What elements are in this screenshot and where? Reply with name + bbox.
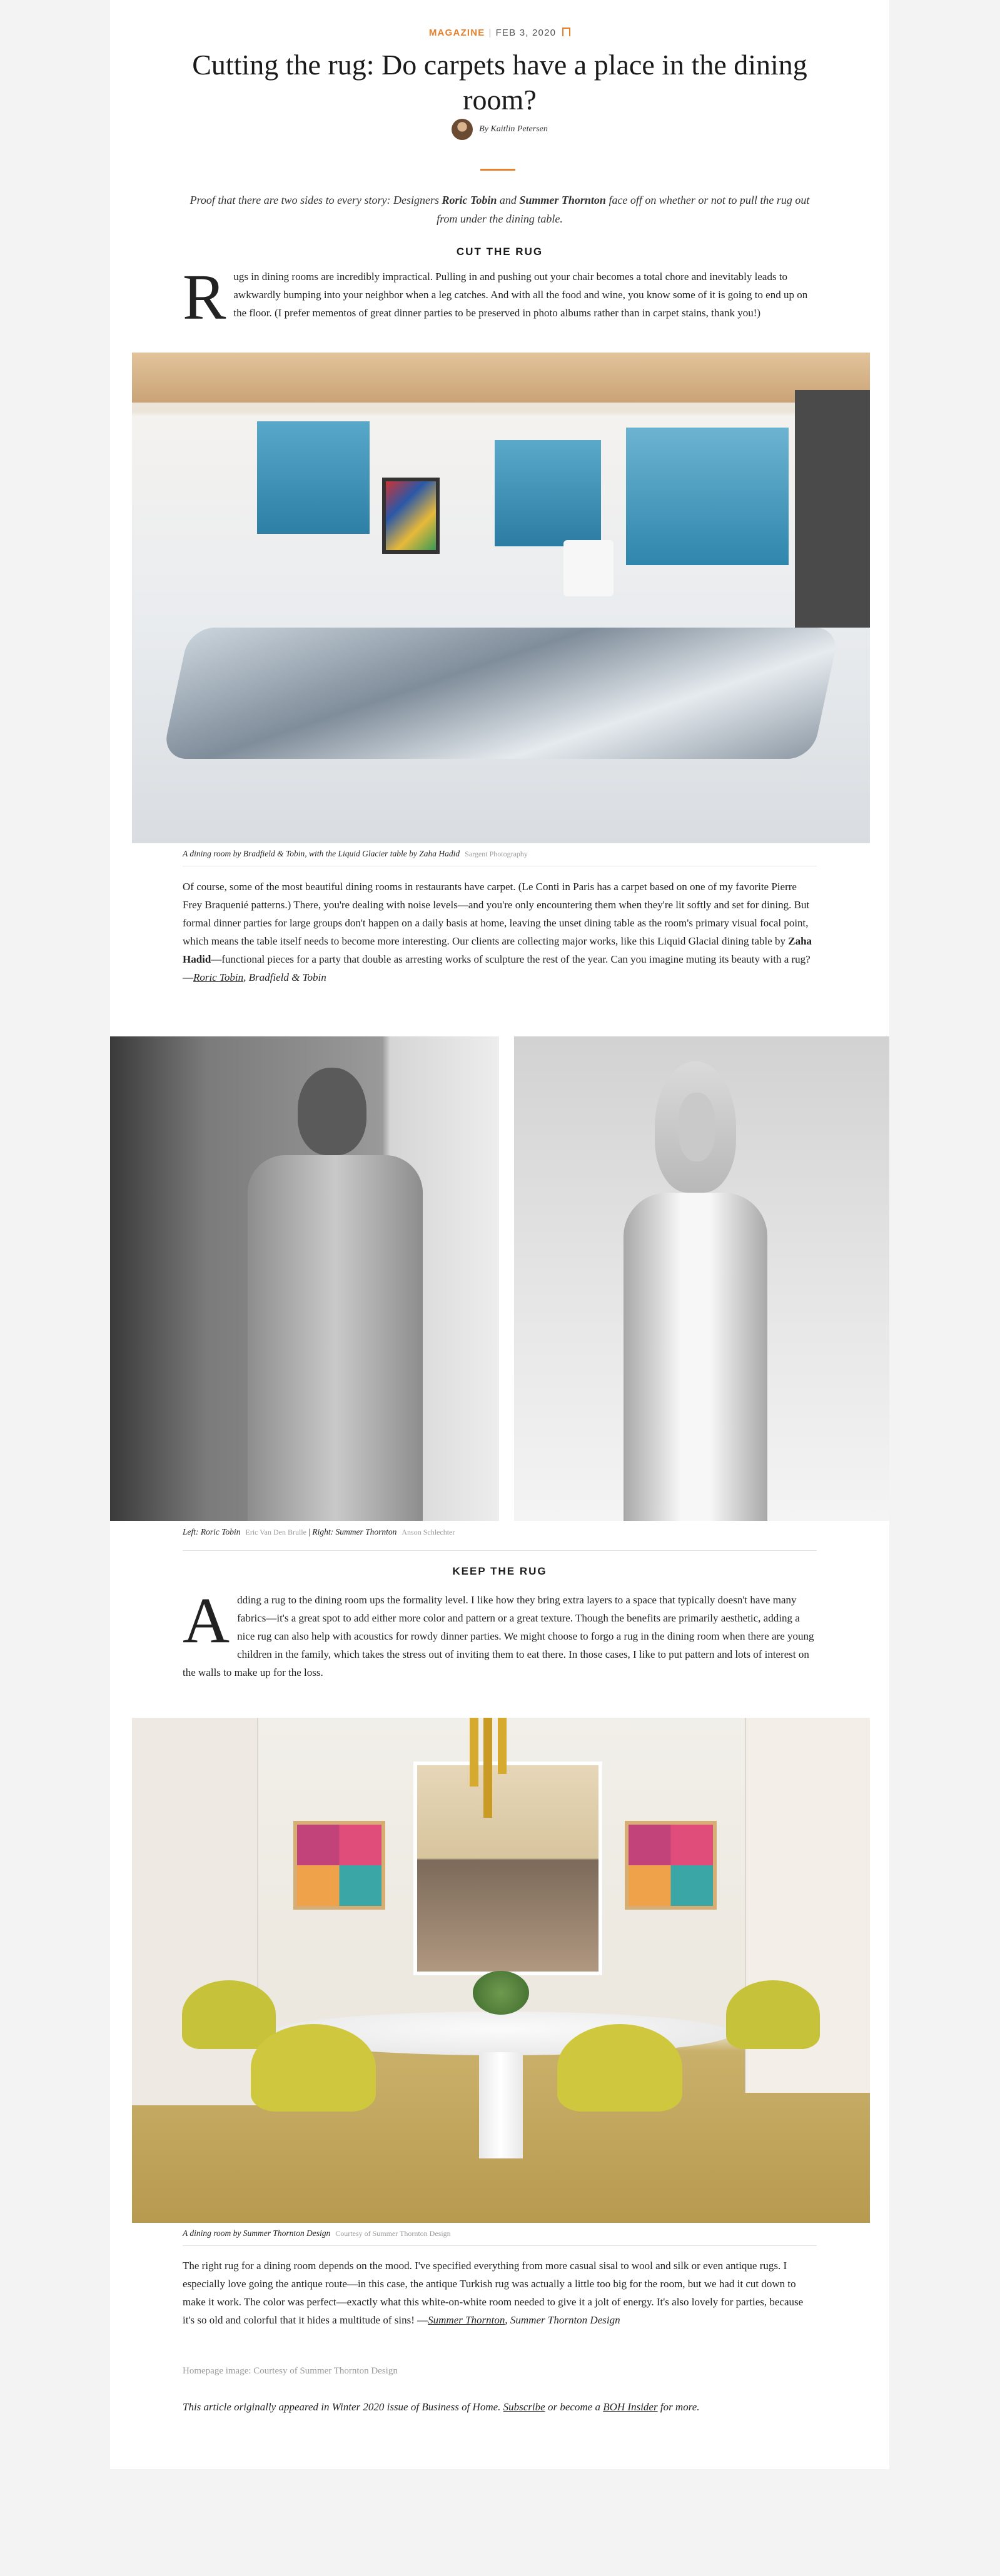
category-link[interactable]: MAGAZINE <box>428 28 485 38</box>
figure2-caption: Left: Roric Tobin Eric Van Den Brulle | Right: Summer Thornton Anson Schlechter <box>183 1527 455 1536</box>
article-meta <box>110 28 889 38</box>
photo-credit: Sargent Photography <box>465 849 528 858</box>
section1-paragraph: Rugs in dining rooms are incredibly impractical. Pulling in and pushing out your chair becomes a total chore and inevitably leads to awkwardly bumping into your neighbor when a leg catches. And with all the food and wine, you know some of it is going to end up on the floor. (I prefer mementos of great dinner parties to be preserved in photo albums rather than in carpet stains, thank you!) <box>183 261 808 333</box>
article-page <box>110 0 889 2469</box>
wall-artwork <box>382 478 440 554</box>
article-dek: Proof that there are two sides to every story: Designers Roric Tobin and Summer Thornton face off on whether or not to pull the rug out from under the dining table. <box>189 194 810 225</box>
drop-cap: A <box>183 1585 230 1656</box>
flower-arrangement <box>473 1971 529 2015</box>
yellow-chair <box>251 2024 376 2112</box>
art-print-right <box>625 1821 717 1910</box>
byline <box>110 119 889 140</box>
author-link-roric[interactable]: Roric Tobin <box>193 971 244 983</box>
subscribe-link[interactable]: Subscribe <box>503 2401 545 2413</box>
portrait-head <box>298 1068 366 1155</box>
yellow-chair <box>557 2024 682 2112</box>
caption-divider <box>183 1550 817 1551</box>
portrait-face <box>678 1093 715 1161</box>
designer-name-1: Roric Tobin <box>442 194 497 206</box>
author-avatar[interactable] <box>452 119 473 140</box>
title-divider <box>480 169 515 171</box>
stone-column <box>795 390 870 628</box>
figure1-caption: A dining room by Bradfield & Tobin, with the Liquid Glacier table by Zaha Hadid Sargent Photography <box>183 849 528 858</box>
homepage-image-credit: Homepage image: Courtesy of Summer Thornton Design <box>183 2366 398 2376</box>
window-view <box>626 428 789 565</box>
section1-paragraph-2: Of course, some of the most beautiful dining rooms in restaurants have carpet. (Le Conti in Paris has a carpet based on one of my favorite Pierre Frey Braquenié patterns.) There, you're dealing with noise levels—and you're only encountering them when they're lit softly and set for dining. But formal dinner parties for large groups don't happen on a daily basis at home, leaving the unset dining table as the room's primary visual focal point, which means the table itself needs to become more interesting. Our clients are collecting major works, like this Liquid Glacial dining table by Zaha Hadid—functional pieces for a party that double as arresting works of sculpture the rest of the year. Can you imagine muting its beauty with a rug? —Roric Tobin, Bradfield & Tobin <box>183 881 812 983</box>
article-title: Cutting the rug: Do carpets have a place in the dining room? <box>192 49 807 116</box>
pendant-light <box>470 1718 478 1787</box>
tulip-pedestal <box>479 2052 523 2158</box>
window-view <box>257 421 370 534</box>
window-shade <box>413 1762 602 1975</box>
art-print-left <box>293 1821 385 1910</box>
figure3-caption: A dining room by Summer Thornton Design Courtesy of Summer Thornton Design <box>183 2228 451 2238</box>
portrait-divider <box>499 1036 514 1521</box>
section-heading-keep: KEEP THE RUG <box>452 1565 547 1577</box>
portrait-suit <box>248 1155 423 1521</box>
pendant-light <box>483 1718 492 1818</box>
boh-insider-link[interactable]: BOH Insider <box>603 2401 658 2413</box>
author-name[interactable]: By Kaitlin Petersen <box>479 124 548 134</box>
white-sculpture <box>563 540 614 596</box>
bookmark-icon[interactable] <box>562 28 570 36</box>
section2-paragraph-2: The right rug for a dining room depends on the mood. I've specified everything from more casual sisal to wool and silk or even antique rugs. I especially love going the antique route—in this case, the antique Turkish rug was actually a little too big for the room, but we had it cut down to make it work. The color was perfect—exactly what this white-on-white room needed to give it a jolt of energy. It's also lovely for parties, because it's so old and colorful that it hides a multitude of sins! —Summer Thornton, Summer Thornton Design <box>183 2260 804 2326</box>
window-view <box>495 440 601 546</box>
article-footer-note: This article originally appeared in Winter 2020 issue of Business of Home. Subscribe or become a BOH Insider for more. <box>183 2401 700 2413</box>
photo-credit: Courtesy of Summer Thornton Design <box>335 2229 451 2238</box>
caption-divider <box>183 2245 817 2246</box>
yellow-chair <box>726 1980 820 2049</box>
designer-name-zaha: Zaha Hadid <box>183 935 812 965</box>
wood-ceiling <box>132 353 870 403</box>
portrait-dress <box>624 1193 767 1521</box>
designer-name-2: Summer Thornton <box>519 194 606 206</box>
dining-room-photo-summer-thornton <box>132 1718 870 2223</box>
author-link-summer[interactable]: Summer Thornton <box>428 2314 505 2326</box>
glacier-table <box>162 628 841 759</box>
yellow-chair <box>182 1980 276 2049</box>
portrait-summer-thornton <box>514 1036 889 1521</box>
pendant-light <box>498 1718 507 1774</box>
dining-room-photo-bradfield-tobin <box>132 353 870 843</box>
designer-portraits <box>110 1036 889 1521</box>
section2-paragraph: Adding a rug to the dining room ups the formality level. I like how they bring extra layers to a space that typically doesn't have many fabrics—it's a great spot to add either more color and pattern or a great texture. Though the benefits are primarily aesthetic, adding a nice rug can also help with acoustics for rowdy dinner parties. We might choose to forgo a rug in the dining room when there are young children in the family, which takes the stress out of inviting them to eat there. In those cases, I like to put pattern and lots of interest on the walls to make up for the loss. <box>183 1585 814 1678</box>
meta-divider: | <box>488 28 492 38</box>
portrait-roric-tobin <box>110 1036 499 1521</box>
drop-cap: R <box>183 261 226 333</box>
section-heading-cut: CUT THE RUG <box>456 246 543 258</box>
publish-date: FEB 3, 2020 <box>495 28 557 38</box>
